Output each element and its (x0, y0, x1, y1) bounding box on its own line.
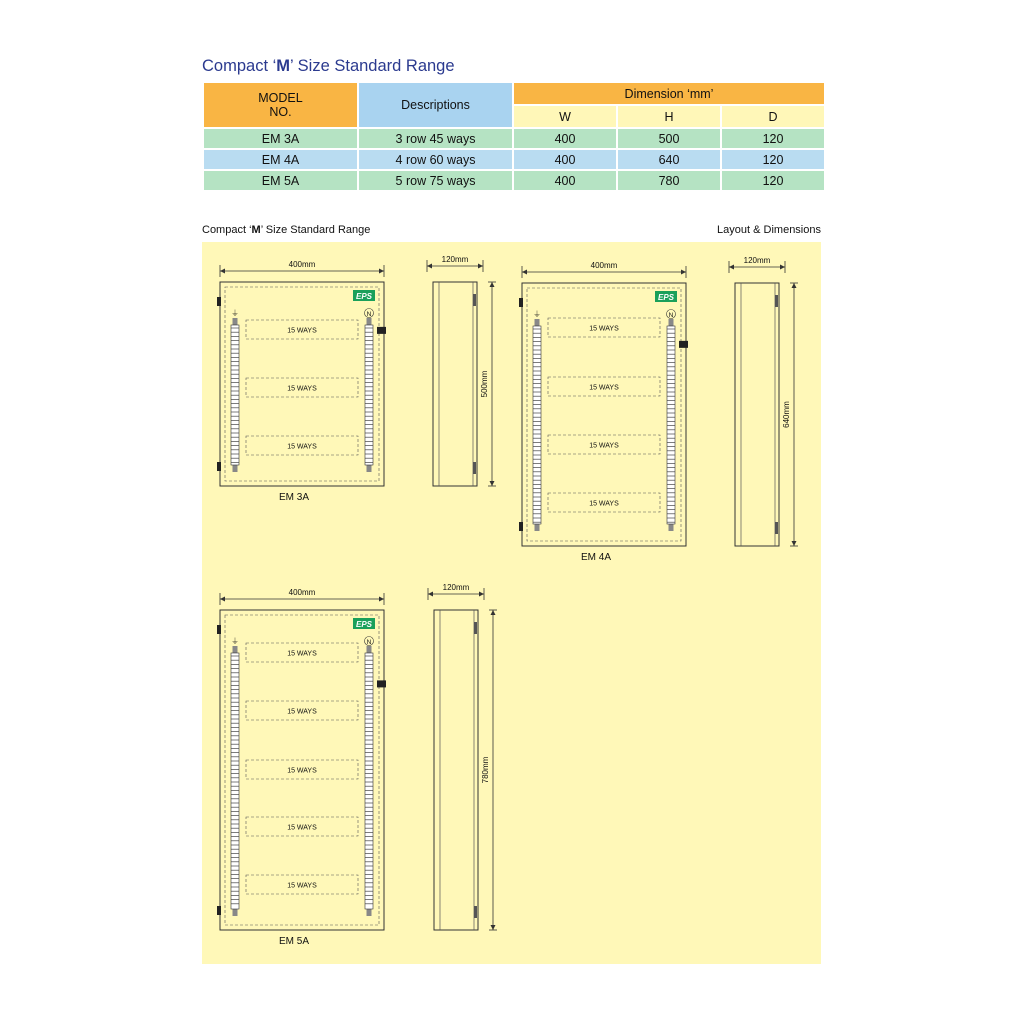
neutral-symbol: N (366, 311, 372, 318)
neutral-symbol: N (366, 639, 372, 646)
dimension-label: 400mm (288, 260, 316, 269)
way-label: 15 WAYS (287, 708, 317, 716)
model-name: EM 5A (278, 936, 310, 947)
way-label: 15 WAYS (589, 384, 619, 392)
hinge (217, 462, 221, 471)
page-title: Compact ‘M’ Size Standard Range (202, 57, 455, 75)
way-label: 15 WAYS (589, 500, 619, 508)
latch (679, 341, 688, 348)
eps-logo-text: EPS (355, 620, 373, 629)
eps-logo-text: EPS (355, 292, 373, 301)
terminal-bar (667, 326, 675, 524)
enclosure-side (434, 610, 478, 930)
eps-logo-text: EPS (657, 293, 675, 302)
way-label: 15 WAYS (287, 824, 317, 832)
way-label: 15 WAYS (287, 650, 317, 658)
terminal-bar (533, 326, 541, 524)
dimension-label: 120mm (441, 255, 469, 264)
header-dimension: Dimension ‘mm’ (514, 83, 824, 104)
latch (377, 327, 386, 334)
drawing-em4a-side (729, 256, 798, 546)
header-h: H (618, 106, 720, 127)
drawing-em5a-front (217, 588, 386, 947)
way-label: 15 WAYS (589, 325, 619, 333)
header-w: W (514, 106, 616, 127)
earth-symbol: ⏚ (231, 637, 239, 646)
way-label: 15 WAYS (589, 442, 619, 450)
way-label: 15 WAYS (287, 385, 317, 393)
model-name: EM 4A (580, 552, 612, 563)
way-label: 15 WAYS (287, 443, 317, 451)
section-title: Compact ‘M’ Size Standard Range (202, 224, 371, 236)
dimension-label: 400mm (590, 261, 618, 270)
table-row: EM 3A 3 row 45 ways 400 500 120 (204, 129, 824, 148)
enclosure-side (433, 282, 477, 486)
dimension-label: 780mm (481, 756, 490, 784)
drawing-em3a-front (217, 260, 386, 503)
terminal-bar (365, 653, 373, 909)
neutral-symbol: N (668, 312, 674, 319)
way-label: 15 WAYS (287, 882, 317, 890)
hinge (217, 906, 221, 915)
dimension-label: 640mm (782, 401, 791, 428)
model-name: EM 3A (278, 492, 310, 503)
hinge (519, 298, 523, 307)
earth-symbol: ⏚ (533, 310, 541, 319)
header-descriptions: Descriptions (359, 83, 512, 127)
table-row: EM 4A 4 row 60 ways 400 640 120 (204, 150, 824, 169)
enclosure-front (220, 282, 384, 486)
hinge (217, 625, 221, 634)
latch (377, 680, 386, 687)
hinge (217, 297, 221, 306)
hinge (519, 522, 523, 531)
drawing-em5a-side (428, 583, 497, 930)
drawing-em3a-side (427, 255, 496, 486)
table-row: EM 5A 5 row 75 ways 400 780 120 (204, 171, 824, 190)
dimension-label: 120mm (743, 256, 771, 265)
enclosure-side (735, 283, 779, 546)
way-label: 15 WAYS (287, 327, 317, 335)
header-model: MODEL NO. (204, 83, 357, 127)
way-label: 15 WAYS (287, 767, 317, 775)
header-d: D (722, 106, 824, 127)
section-subtitle: Layout & Dimensions (717, 224, 821, 236)
drawing-em4a-front (519, 261, 688, 563)
dimension-label: 120mm (442, 583, 470, 592)
dimension-label: 400mm (288, 588, 316, 597)
dimension-label: 500mm (480, 370, 489, 398)
terminal-bar (231, 653, 239, 909)
earth-symbol: ⏚ (231, 309, 239, 318)
